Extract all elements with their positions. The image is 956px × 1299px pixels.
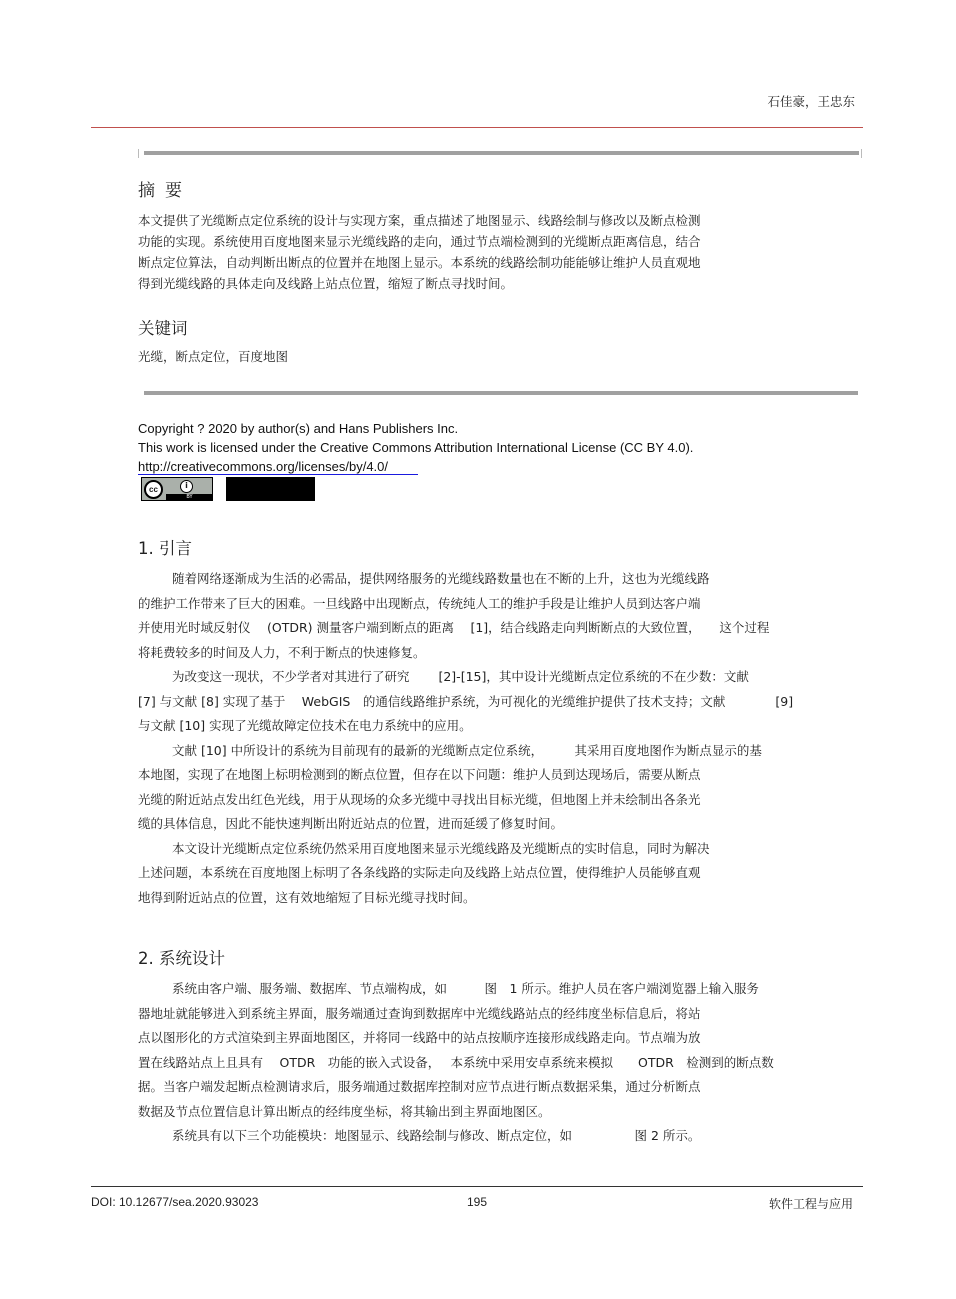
footer-page-number: 195: [467, 1195, 488, 1209]
body-line: 地得到附近站点的位置，这有效地缩短了目标光缆寻找时间。: [138, 889, 476, 905]
frame-tick-left: [138, 149, 139, 158]
section-2-heading: 2. 系统设计: [138, 949, 225, 968]
footer-divider: [91, 1186, 863, 1187]
body-line: 将耗费较多的时间及人力，不利于断点的快速修复。: [138, 644, 426, 660]
abstract-line: 得到光缆线路的具体走向及线路上站点位置，缩短了断点寻找时间。: [138, 276, 514, 291]
body-line: 系统具有以下三个功能模块：地图显示、线路绘制与修改、断点定位，如 图 2 所示。: [172, 1128, 701, 1143]
body-line: [7] 与文献 [8] 实现了基于 WebGIS 的通信线路维护系统，为可视化的光缆维护提供了技术支持；文献 [9]: [138, 693, 794, 709]
body-line: 文献 [10] 中所设计的系统为目前现有的最新的光缆断点定位系统， 其采用百度地图作为断点显示的基: [172, 742, 762, 758]
abstract-body: [138, 210, 778, 294]
keywords-heading: 关键词: [138, 319, 188, 338]
section-2-body: [138, 977, 863, 1149]
body-line: 系统由客户端、服务端、数据库、节点端构成，如 图 1 所示。维护人员在客户端浏览器上输入服务: [172, 981, 759, 996]
body-line: 点以图形化的方式渲染到主界面地图区，并将同一线路中的站点按顺序连接形成线路走向。节点端为放: [138, 1030, 701, 1045]
body-line: 的维护工作带来了巨大的困难。一旦线路中出现断点，传统纯人工的维护手段是让维护人员到达客户端: [138, 595, 701, 611]
header-divider: [91, 127, 863, 128]
body-line: 随着网络逐渐成为生活的必需品，提供网络服务的光缆线路数量也在不断的上升，这也为光缆线路: [172, 571, 710, 586]
body-line: 光缆的附近站点发出红色光线，用于从现场的众多光缆中寻找出目标光缆，但地图上并未绘制出各条光: [138, 791, 701, 807]
body-line: 与文献 [10] 实现了光缆故障定位技术在电力系统中的应用。: [138, 718, 472, 733]
body-line: 置在线路站点上且具有 OTDR 功能的嵌入式设备， 本系统中采用安卓系统来模拟 OTDR 检测到的断点数: [138, 1054, 774, 1070]
body-line: 器地址就能够进入到系统主界面，服务端通过查询到数据库中光缆线路站点的经纬度坐标信息后，将站: [138, 1005, 701, 1021]
body-line: 缆的具体信息，因此不能快速判断出附近站点的位置，进而延缓了修复时间。: [138, 816, 564, 831]
body-line: 并使用光时域反射仪 (OTDR) 测量客户端到断点的距离 [1]，结合线路走向判断断点的大致位置， 这个过程: [138, 620, 770, 635]
frame-tick-right: [861, 149, 862, 158]
footer-doi: DOI: 10.12677/sea.2020.93023: [91, 1195, 259, 1209]
abstract-top-bar: [144, 151, 859, 155]
body-line: 数据及节点位置信息计算出断点的经纬度坐标，将其输出到主界面地图区。: [138, 1103, 551, 1119]
attribution-person-icon: i: [180, 480, 193, 493]
abstract-bottom-bar: [144, 391, 858, 395]
abstract-line: 断点定位算法，自动判断出断点的位置并在地图上显示。本系统的线路绘制功能能够让维护人员直观地: [138, 255, 701, 270]
abstract-line: 本文提供了光缆断点定位系统的设计与实现方案，重点描述了地图显示、线路绘制与修改以及断点检测: [138, 213, 701, 228]
keywords-text: 光缆，断点定位，百度地图: [138, 349, 289, 364]
body-line: 本地图，实现了在地图上标明检测到的断点位置，但存在以下问题：维护人员到达现场后，需要从断点: [138, 767, 701, 782]
abstract-heading: 摘要: [138, 181, 192, 201]
license-link[interactable]: http://creativecommons.org/licenses/by/4.0/: [138, 459, 418, 475]
section-1-heading: 1. 引言: [138, 539, 192, 558]
copyright-line: Copyright ? 2020 by author(s) and Hans Publishers Inc.: [138, 421, 459, 436]
copyright-block: [138, 419, 693, 476]
section-1-body: [138, 567, 863, 910]
cc-by-badge[interactable]: [141, 477, 213, 501]
body-line: 为改变这一现状，不少学者对其进行了研究 [2]-[15]，其中设计光缆断点定位系统的不在少数：文献: [172, 669, 749, 684]
body-line: 上述问题，本系统在百度地图上标明了各条线路的实际走向及线路上站点位置，使得维护人员能够直观: [138, 865, 701, 880]
running-header-authors: 石佳豪，王忠东: [767, 94, 855, 109]
footer-journal: 软件工程与应用: [768, 1197, 853, 1211]
redacted-image: [226, 477, 315, 501]
abstract-line: 功能的实现。系统使用百度地图来显示光缆线路的走向，通过节点端检测到的光缆断点距离信息，结合: [138, 234, 701, 249]
body-line: 本文设计光缆断点定位系统仍然采用百度地图来显示光缆线路及光缆断点的实时信息，同时为解决: [172, 840, 710, 856]
body-line: 据。当客户端发起断点检测请求后，服务端通过数据库控制对应节点进行断点数据采集，通过分析断点: [138, 1079, 701, 1094]
cc-icon: cc: [144, 480, 163, 499]
by-label: BY: [166, 494, 213, 500]
license-line: This work is licensed under the Creative Commons Attribution International License (CC BY 4.0).: [138, 440, 694, 455]
